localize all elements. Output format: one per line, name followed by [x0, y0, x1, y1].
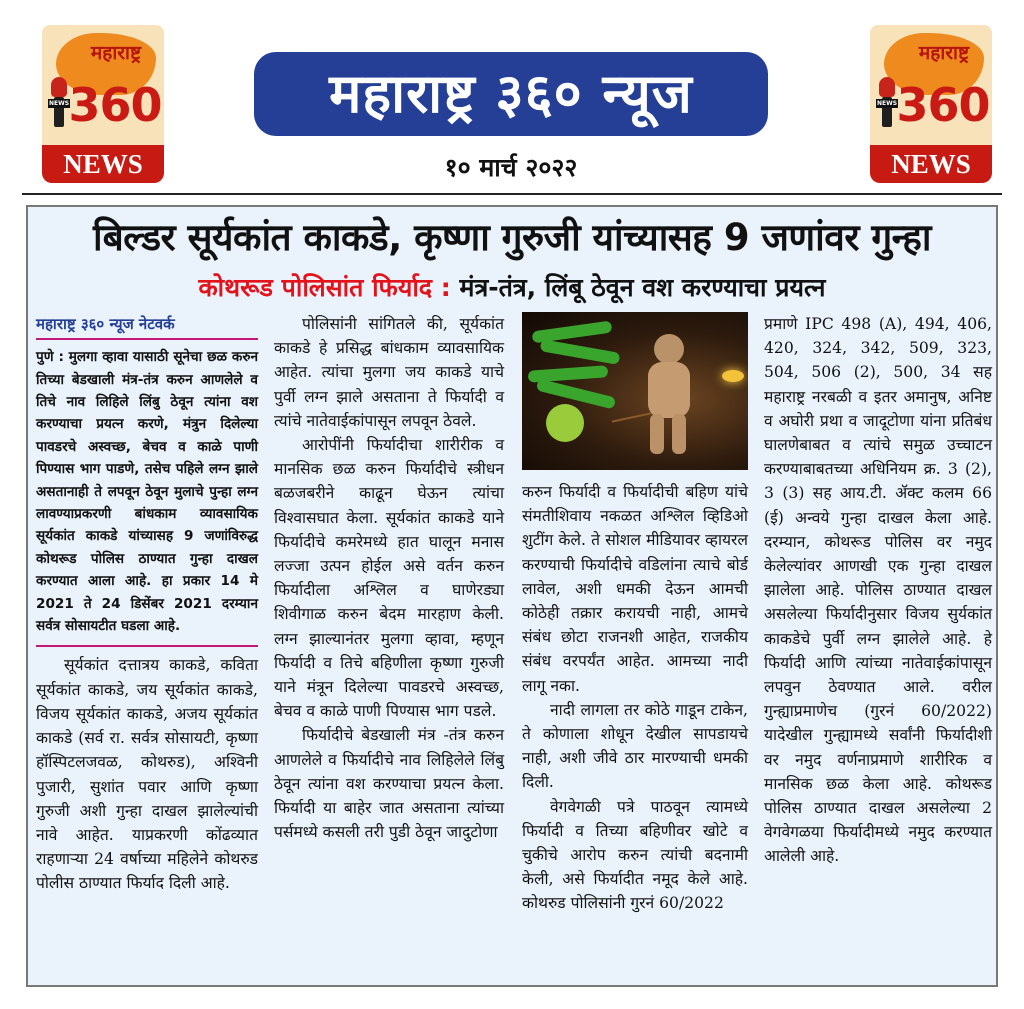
issue-date: १० मार्च २०२२ [444, 153, 578, 182]
subheadline [28, 271, 996, 305]
subhead-summary: मंत्र-तंत्र, लिंबू ठेवून वश करण्याचा प्रयत्न [459, 273, 826, 302]
article-column-2 [274, 312, 504, 844]
body-paragraph: आरोपींनी फिर्यादीचा शारीरीक व मानसिक छळ करुन फिर्यादीचे स्त्रीधन बळजबरीने काढून घेऊन त्यांचा विश्‍वासघात केला. सूर्यकांत काकडे याने फिर्यादीचे कमरेमध्ये हात घालून मनास लज्जा उत्पन होईल असे वर्तन करुन फिर्यादीला अश्लिल व घाणेरड्या शिवीगाळ करुन बेदम मारहाण केली. लग्न झाल्यानंतर मुलगा व्हावा, म्हणून फिर्यादी व तिचे बहिणीला कृष्णा गुरुजी याने मंत्रून दिलेल्या पावडरचे अस्वच्छ, बेचव व काळे पाणी पिण्यास भाग पडले. [274, 436, 504, 721]
publication-title: महाराष्ट्र ३६० न्यूज [254, 52, 768, 136]
body-paragraph: सूर्यकांत दत्तात्रय काकडे, कविता सूर्यकांत काकडे, जय सूर्यकांत काकडे, विजय सूर्यकांत काकडे, अजय सूर्यकांत काकडे (सर्व रा. सर्वत्र सोसायटी, कृष्णा हॉस्पिटलजवळ, कोथरुड), अश्विनी पुजारी, सुशांत पवार आणि कृष्णा गुरुजी अशी गुन्हा दाखल झालेल्यांची नावे आहेत. याप्रकरणी कोंढव्यात राहणाऱ्या 24 वर्षाच्या महिलेने कोथरुड पोलीस ठाण्यात फिर्याद दिली आहे. [36, 656, 258, 893]
masthead-divider [22, 193, 1002, 195]
body-paragraph: फिर्यादीचे बेडखाली मंत्र -तंत्र करुन आणलेले व फिर्यादीचे नाव लिहिलेले लिंबु ठेवून त्यांना वश करण्याचा प्रयत्न केला. फिर्यादी या बाहेर जात असताना त्यांच्या पर्समध्ये कसली तरी पुडी ठेवून जादुटोणा [274, 726, 504, 842]
body-paragraph: प्रमाणे IPC 498 (A), 494, 406, 420, 324, 342, 509, 323, 504, 506 (2), 500, 34 सह महाराष्ट्र नरबळी व इतर अमानुष, अनिष्ट व अघोरी प्रथा व जादूटोणा यांना प्रतिबंध घालणेबाबत व त्यांचे समुळ उच्चाटन करण्याबाबतच्या अधिनियम क्र. 3 (2), 3 (3) सह आय.टी. ॲक्ट कलम 66 (ई) अन्वये गुन्हा दाखल केला आहे. दरम्यान, कोथरूड पोलिस वर नमुद केलेल्यांवर आणखी एक गुन्हा दाखल झालेला आहे. पोलिस ठाण्यात दाखल असलेल्या फिर्यादीनुसार विजय सुर्यकांत काकडेचे पुर्वी लग्न झालेले आहे. हे फिर्यादी आणि त्यांच्या नातेवाईकांपासून लपवुन ठेवण्यात आले. वरील गुन्ह्याप्रमाणेच (गुरनं 60/2022) यादेखील गुन्ह्यामध्ये सर्वांनी फिर्यादीशी वर नमुद वर्णनाप्रमाणे शारीरिक व मानसिक छळ केला आहे. कोथरूड पोलिस ठाण्यात दाखल असलेल्या 2 वेगवेगळया फिर्यादीमध्ये नमुद करण्यात आलेली आहे. [764, 315, 992, 866]
logo-top-text: महाराष्ट्र [918, 42, 970, 64]
logo-number: 360 [68, 78, 162, 132]
article-photo [522, 312, 748, 470]
body-paragraph: करुन फिर्यादी व फिर्यादीची बहिण यांचे संमतीशिवाय नकळत अश्लिल व्हिडिओ शुटींग केले. ते सोशल मीडियावर व्हायरल करण्याची फिर्यादीचे वडिलांना त्याचे बोर्ड लावेल, अशी धमकी देऊन आमची कोठेही तक्रार करायची नाही, आमचे संबंध छोटा राजनशी आहेत, राजकीय संबंध वरपर्यंत आहेत. आमच्या नादी लागू नका. [522, 483, 748, 695]
candle-icon [722, 370, 744, 382]
article-frame [26, 205, 998, 987]
logo-top-text: महाराष्ट्र [90, 42, 142, 64]
logo-left [42, 25, 164, 183]
headline: बिल्डर सूर्यकांत काकडे, कृष्णा गुरुजी यांच्यासह 9 जणांवर गुन्हा [93, 216, 931, 259]
logo-news-label: NEWS [870, 145, 992, 183]
logo-right [870, 25, 992, 183]
lemon-icon [546, 404, 584, 442]
article-column-3 [522, 312, 748, 916]
logo-number: 360 [896, 78, 990, 132]
lead-divider [36, 645, 258, 647]
body-paragraph: वेगवेगळी पत्रे पाठवून त्यामध्ये फिर्यादी व तिच्या बहिणीवर खोटे व चुकीचे आरोप करुन त्यांची बदनामी केली, असे फिर्यादीत नमूद केले आहे. कोथरुड पोलिसांनी गुरनं 60/2022 [522, 797, 748, 913]
body-paragraph: पोलिसांनी सांगितले की, सूर्यकांत काकडे हे प्रसिद्ध बांधकाम व्यावसायिक आहेत. त्यांचा मुलगा जय काकडे याचे पुर्वी लग्न झाले असताना ते फिर्यादी व त्यांचे नातेवाईकांपासून लपवून ठेवले. [274, 315, 504, 430]
microphone-icon: NEWS [48, 77, 68, 129]
logo-badge [42, 25, 164, 145]
logo-badge [870, 25, 992, 145]
chili-icon [540, 339, 621, 365]
article-column-4 [764, 312, 992, 869]
logo-news-label: NEWS [42, 145, 164, 183]
chili-icon [536, 379, 617, 410]
subhead-location: कोथरूड पोलिसांत फिर्याद : [198, 273, 451, 302]
voodoo-doll-icon [642, 334, 694, 454]
body-paragraph: नादी लागला तर कोठे गाडून टाकेन, ते कोणाला शोधून देखील सापडायचे नाही, अशी जीवे ठार मारण्याची धमकी दिली. [522, 700, 748, 792]
lead-paragraph: पुणे : मुलगा व्हावा यासाठी सूनेचा छळ करुन तिच्या बेडखाली मंत्र-तंत्र करुन आणलेले व तिचे नाव लिहिले लिंबु ठेवून त्यांना वश करण्याचा प्रयत्न करणे, मंत्रुन दिलेल्या पावडरचे अस्वच्छ, बेचव व काळे पाणी पिण्यास भाग पाडणे, तसेच पहिले लग्न झाले असतानाही ते लपवून ठेवून मुलाचे पुन्हा लग्न लावण्याप्रकरणी बांधकाम व्यावसायिक सूर्यकांत काकडे यांच्यासह 9 जणांविरुद्ध कोथरूड पोलिस ठाण्यात गुन्हा दाखल करण्यात आला आहे. हा प्रकार 14 मे 2021 ते 24 डिसेंबर 2021 दरम्यान सर्वत्र सोसायटीत घडला आहे. [36, 349, 258, 635]
article-column-1 [36, 312, 258, 896]
byline: महाराष्ट्र ३६० न्यूज नेटवर्क [36, 312, 258, 340]
microphone-icon: NEWS [876, 77, 896, 129]
